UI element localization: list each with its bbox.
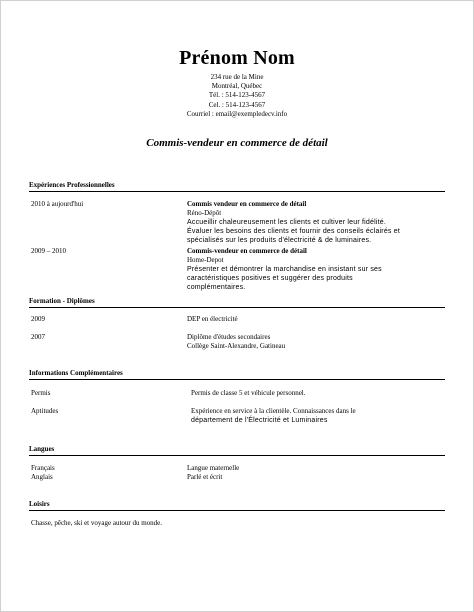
section-heading-hobbies: Loisirs	[29, 500, 445, 511]
experience-desc-line: Présenter et démontrer la marchandise en insistant sur ses	[187, 266, 382, 273]
additional-entry	[191, 407, 447, 425]
candidate-name: Prénom Nom	[179, 47, 295, 69]
section-heading-languages: Langues	[29, 445, 445, 456]
additional-line: département de l'Électricité et Luminaires	[191, 417, 328, 424]
experience-title: Commis vendeur en commerce de détail	[187, 200, 307, 208]
language-name: Français	[31, 464, 55, 472]
experience-desc-line: spécialisés sur les produits d'électricité & de luminaires.	[187, 237, 372, 244]
experience-company: Réno-Dépôt	[187, 209, 222, 217]
additional-line: Expérience en service à la clientèle. Connaissances dans le	[191, 407, 356, 415]
experience-dates: 2009 – 2010	[31, 247, 66, 255]
phone-line: Tél. : 514-123-4567	[208, 91, 266, 100]
email-line: Courriel : email@exempledecv.info	[186, 109, 288, 118]
language-name: Anglais	[31, 473, 53, 481]
experience-desc-line: Évaluer les besoins des clients et fournir des conseils éclairés et	[187, 228, 400, 235]
section-heading-education: Formation - Diplômes	[29, 297, 445, 308]
education-entry	[187, 315, 447, 324]
hobbies-text: Chasse, pêche, ski et voyage autour du monde.	[31, 519, 163, 527]
experience-title: Commis-vendeur en commerce de détail	[187, 247, 307, 255]
experience-desc-line: caractéristiques positives et suggérer des produits	[187, 275, 353, 282]
experience-desc-line: Accueillir chaleureusement les clients et cultiver leur fidélité.	[187, 219, 386, 226]
experience-entry	[187, 247, 447, 292]
additional-entry	[191, 389, 447, 398]
city-line: Montréal, Québec	[211, 82, 263, 91]
experience-entry	[187, 200, 447, 245]
cell-line: Cel. : 514-123-4567	[208, 100, 266, 109]
language-level: Parlé et écrit	[187, 473, 223, 481]
additional-label: Aptitudes	[31, 407, 59, 415]
experience-company: Home-Depot	[187, 256, 224, 264]
education-line: Collège Saint-Alexandre, Gatineau	[187, 342, 286, 350]
education-entry	[187, 333, 447, 351]
section-heading-additional: Informations Complémentaires	[29, 369, 445, 380]
education-year: 2007	[31, 333, 45, 341]
additional-line: Permis de classe 5 et véhicule personnel.	[191, 389, 306, 397]
job-title: Commis-vendeur en commerce de détail	[146, 137, 328, 149]
education-line: Diplôme d'études secondaires	[187, 333, 271, 341]
education-line: DEP en électricité	[187, 315, 238, 323]
experience-desc-line: complémentaires.	[187, 284, 246, 291]
address-line: 234 rue de la Mine	[210, 73, 264, 81]
education-year: 2009	[31, 315, 45, 323]
additional-label: Permis	[31, 389, 51, 397]
section-heading-experience: Expériences Professionnelles	[29, 181, 445, 192]
contact-block	[1, 73, 473, 119]
experience-dates: 2010 à aujourd'hui	[31, 200, 84, 208]
language-level: Langue maternelle	[187, 464, 240, 472]
